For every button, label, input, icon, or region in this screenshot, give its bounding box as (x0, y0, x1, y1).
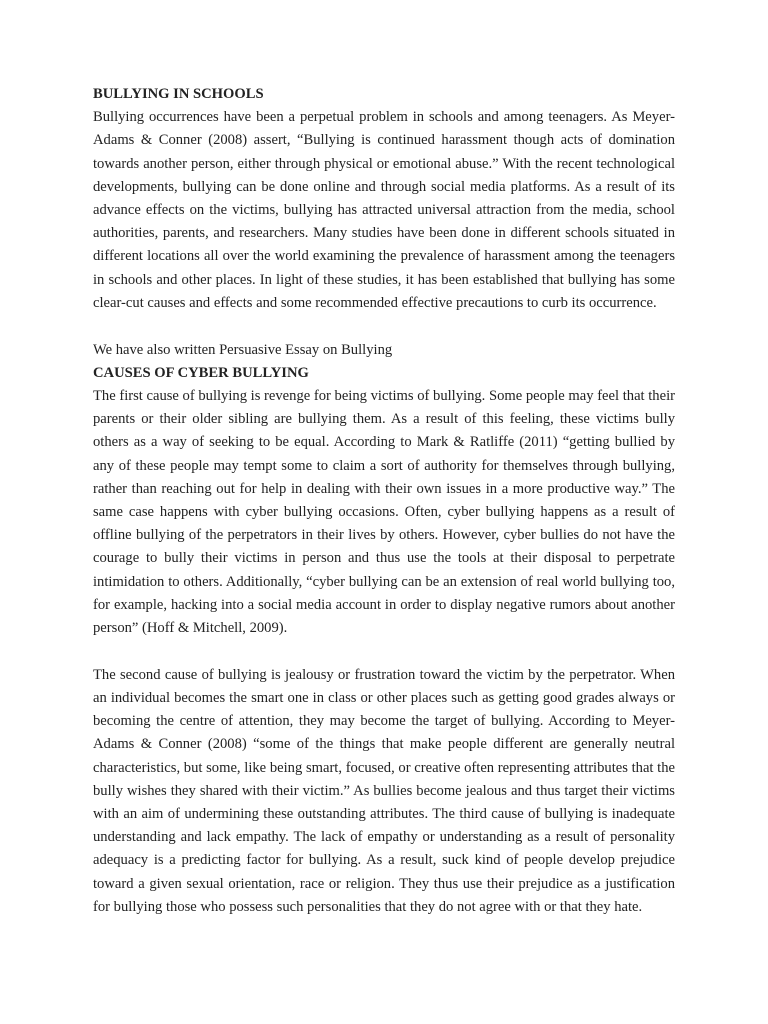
causes-paragraph-1: The first cause of bullying is revenge for being victims of bullying. Some people may feel that their parents or their older sibling are bullying them. As a result of this feeling, these victims bully others as a way of seeking to be equal. According to Mark & Ratliffe (2011) “getting bullied by any of these people may tempt some to claim a sort of authority for themselves through bullying, rather than reaching out for help in dealing with their own issues in a more productive way.” The same case happens with cyber bullying occasions. Often, cyber bullying happens as a result of offline bullying of the perpetrators in their lives by others. However, cyber bullies do not have the courage to bully their victims in person and thus use the tools at their disposal to perpetrate intimidation to others. Additionally, “cyber bullying can be an extension of real world bullying too, for example, hacking into a social media account in order to display negative rumors about another person” (Hoff & Mitchell, 2009). (93, 388, 675, 637)
causes-paragraph-2: The second cause of bullying is jealousy or frustration toward the victim by the perpetrator. When an individual becomes the smart one in class or other places such as getting good grades always or becoming the centre of attention, they may become the target of bullying. According to Meyer-Adams & Conner (2008) “some of the things that make people different are generally neutral characteristics, but some, like being smart, focused, or creative often representing attributes that the bully wishes they shared with their victim.” As bullies become jealous and thus target their victims with an aim of undermining these outstanding attributes. The third cause of bullying is inadequate understanding and lack empathy. The lack of empathy or understanding as a result of personality adequacy is a predicting factor for bullying. As a result, suck kind of people develop prejudice toward a given sexual orientation, race or religion. They thus use their prejudice as a justification for bullying those who possess such personalities that they do not agree with or that they hate. (93, 666, 675, 915)
section-heading-bullying-in-schools: BULLYING IN SCHOOLS (93, 86, 264, 102)
section-heading-causes-of-cyber-bullying: CAUSES OF CYBER BULLYING (93, 364, 309, 381)
related-essay-note: We have also written Persuasive Essay on Bullying (93, 341, 393, 358)
intro-paragraph: Bullying occurrences have been a perpetual problem in schools and among teenagers. As Meyer-Adams & Conner (2008) assert, “Bullying is continued harassment though acts of domination towards another person, either through physical or emotional abuse.” With the recent technological developments, bullying can be done online and through social media platforms. As a result of its advance effects on the victims, bullying has attracted universal attraction from the media, school authorities, parents, and researchers. Many studies have been done in different schools situated in different locations all over the world examining the prevalence of harassment among the teenagers in schools and other places. In light of these studies, it has been established that bullying has some clear-cut causes and effects and some recommended effective precautions to curb its occurrence. (93, 109, 675, 311)
